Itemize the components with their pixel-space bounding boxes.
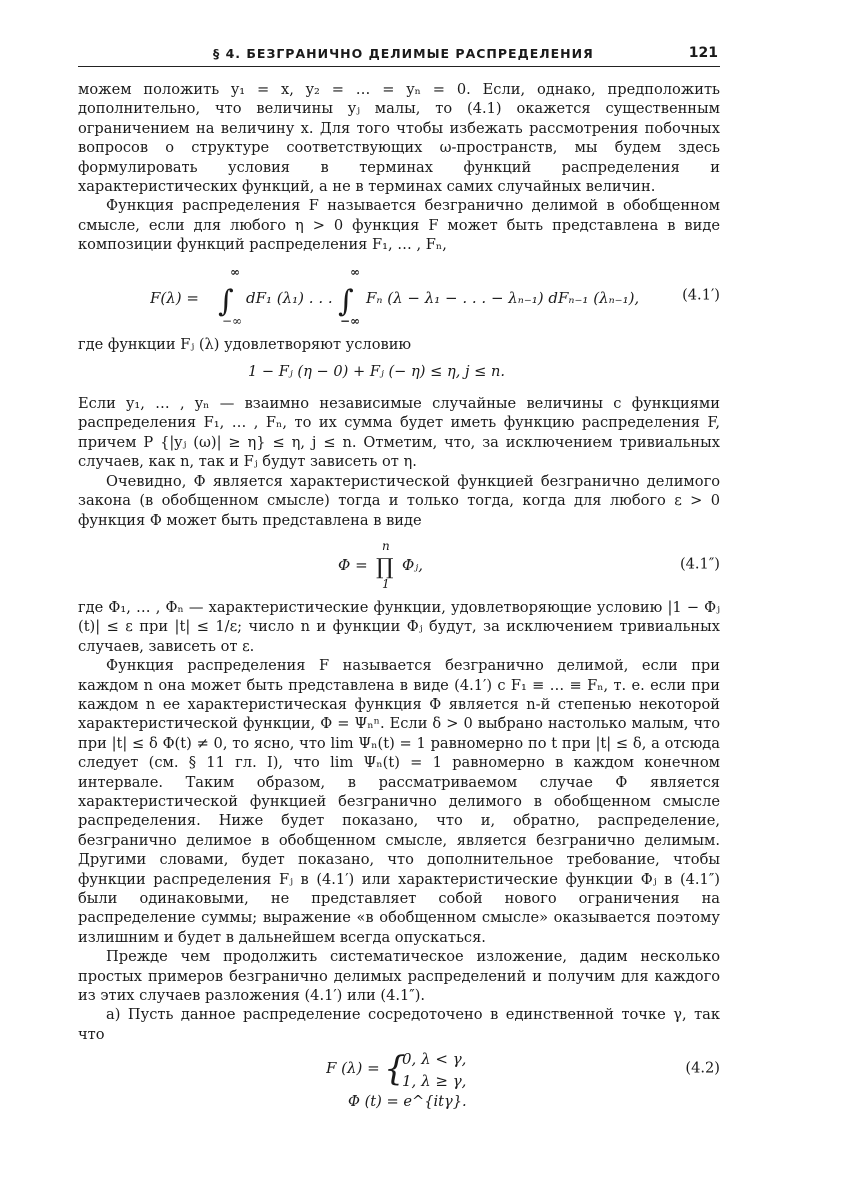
int2-upper: ∞ bbox=[350, 264, 360, 279]
page-number: 121 bbox=[688, 45, 718, 61]
product-sign: ∏ bbox=[376, 554, 394, 580]
paragraph-8: Прежде чем продолжить систематическое изложение, дадим несколько простых примеров безгранично делимых распределений и получим для каждого из этих случаев разложения (4.1′) или (4.1″). bbox=[78, 948, 720, 1005]
paragraph-5: Очевидно, Φ является характеристической функцией безгранично делимого закона (в обобщенном смысле) тогда и только тогда, когда для любого ε > 0 функция Φ может быть представлена в виде bbox=[78, 472, 720, 529]
cases-lhs: F (λ) = bbox=[326, 1059, 380, 1078]
case-1: 0, λ < γ, bbox=[402, 1050, 467, 1069]
equation-number-4-1-prime: (4.1′) bbox=[682, 285, 720, 303]
condition-formula: 1 − Fⱼ (η − 0) + Fⱼ (− η) ≤ η, j ≤ n. bbox=[248, 363, 506, 381]
paragraph-1: можем положить y₁ = x, y₂ = … = yₙ = 0. Если, однако, предположить дополнительно, что величины yⱼ малы, то (4.1) окажется существенным ограничением на величину x. Для того чтобы избежать рассмотрения побочных вопросов о структуре соответствующих ω-пространств, мы будем здесь формулировать условия в терминах функций распределения и характеристических функций, а не в терминах самих случайных величин. bbox=[78, 81, 720, 196]
prod-lower: 1 bbox=[382, 576, 390, 590]
section-title: § 4. БЕЗГРАНИЧНО ДЕЛИМЫЕ РАСПРЕДЕЛЕНИЯ bbox=[213, 46, 594, 61]
int2-body: Fₙ (λ − λ₁ − . . . − λₙ₋₁) dFₙ₋₁ (λₙ₋₁), bbox=[366, 288, 640, 307]
equation-number-4-1-double-prime: (4.1″) bbox=[679, 555, 720, 573]
convolution-formula bbox=[150, 263, 690, 327]
paragraph-3: где функции Fⱼ (λ) удовлетворяют условию bbox=[78, 335, 412, 353]
case-2: 1, λ ≥ γ, bbox=[402, 1072, 467, 1091]
paragraph-2: Функция распределения F называется безгранично делимой в обобщенном смысле, если для любого η > 0 функция F может быть представлена в виде композиции функций распределения F₁, … , Fₙ, bbox=[78, 197, 720, 254]
prod-upper: n bbox=[382, 538, 390, 553]
eq-lhs: F(λ) = bbox=[150, 288, 199, 307]
equation-4-2 bbox=[78, 1044, 720, 1092]
page-body bbox=[78, 80, 720, 1116]
condition-equation bbox=[248, 362, 720, 386]
int2-lower: −∞ bbox=[340, 313, 361, 327]
running-header bbox=[78, 44, 720, 67]
paragraph-6: где Φ₁, … , Φₙ — характеристические функции, удовлетворяющие условию |1 − Φⱼ (t)| ≤ ε при |t| ≤ 1/ε; число n и функции Φⱼ будут, за исключением тривиальных случаев, зависеть от ε. bbox=[78, 598, 720, 655]
product-formula bbox=[338, 538, 458, 590]
phi-t-formula: Φ (t) = e^{itγ}. bbox=[348, 1093, 467, 1111]
integral-sign-2: ∫ bbox=[338, 283, 354, 319]
int1-upper: ∞ bbox=[230, 264, 240, 279]
equation-number-4-2: (4.2) bbox=[685, 1059, 720, 1077]
paragraph-7: Функция распределения F называется безгранично делимой, если при каждом n она может быть представлена в виде (4.1′) с F₁ ≡ … ≡ Fₙ, т. е. если при каждом n ее характеристическая функция Φ является n-й степенью некоторой характеристической функции, Φ = Ψₙⁿ. Если δ > 0 выбрано настолько малым, что при |t| ≤ δ Φ(t) ≠ 0, то ясно, что lim Ψₙ(t) = 1 равномерно по t при |t| ≤ δ, а отсюда следует (см. § 11 гл. I), что lim Ψₙ(t) = 1 равномерно в каждом конечном интервале. Таким образом, в рассматриваемом случае Φ является характеристической функцией безгранично делимого в обобщенном смысле распределения. Ниже будет показано, что и, обратно, распределение, безгранично делимое в обобщенном смысле, является безгранично делимым. Другими словами, будет показано, что дополнительное требование, чтобы функции распределения Fⱼ в (4.1′) или характеристические функции Φⱼ в (4.1″) были одинаковыми, не представляет собой нового ограничения на распределение суммы; выражение «в обобщенном смысле» оказывается поэтому излишним и будет в дальнейшем всегда опускаться. bbox=[78, 657, 720, 946]
paragraph-4: Если y₁, … , yₙ — взаимно независимые случайные величины с функциями распределения F₁, … , Fₙ, то их сумма будет иметь функцию распределения F, причем P {|yⱼ (ω)| ≥ η} ≤ η, j ≤ n. Отметим, что, за исключением тривиальных случаев, как n, так и Fⱼ будут зависеть от η. bbox=[78, 395, 720, 471]
step-function-formula bbox=[326, 1044, 486, 1092]
phi-t-equation bbox=[348, 1092, 720, 1116]
prod-body: Φⱼ, bbox=[402, 555, 424, 574]
equation-4-1-prime bbox=[78, 263, 720, 327]
equation-4-1-double-prime bbox=[78, 538, 720, 590]
phi-lhs: Φ = bbox=[338, 555, 368, 574]
left-brace: { bbox=[384, 1049, 406, 1090]
integral-sign-1: ∫ bbox=[218, 283, 234, 319]
int1-lower: −∞ bbox=[222, 313, 243, 327]
paragraph-9: а) Пусть данное распределение сосредоточено в единственной точке γ, так что bbox=[78, 1006, 720, 1043]
int1-body: dF₁ (λ₁) . . . bbox=[246, 288, 333, 307]
